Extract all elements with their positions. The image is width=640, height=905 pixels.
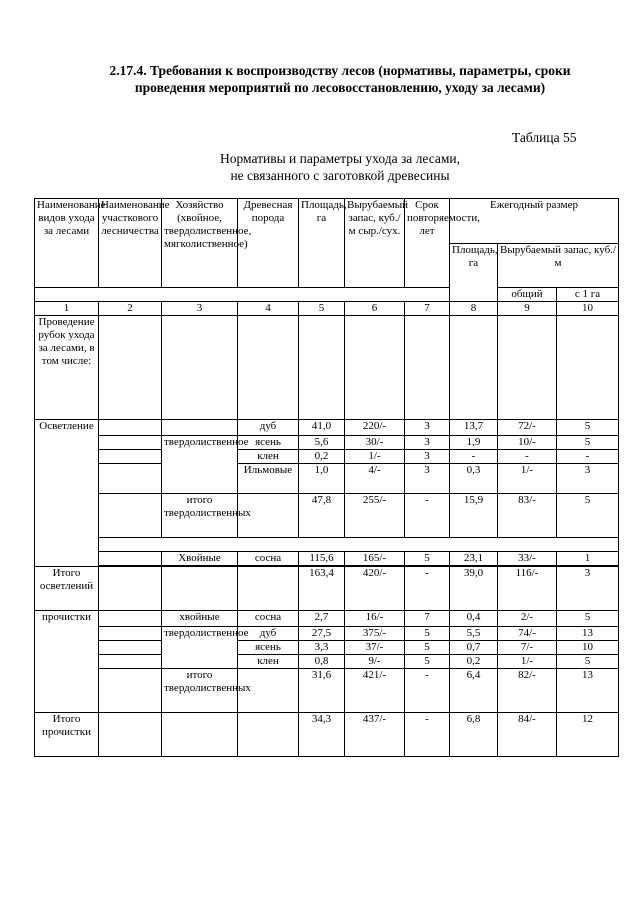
cell-value: 0,4 bbox=[450, 611, 498, 627]
cell-value: 84/- bbox=[498, 713, 557, 757]
row-total-clearing-label: Итого осветлений bbox=[35, 567, 99, 611]
row-thinning-label: Проведение рубок ухода за лесами, в том числе: bbox=[35, 316, 99, 420]
cell-value: 375/- bbox=[345, 627, 405, 641]
cell-value: 30/- bbox=[345, 436, 405, 450]
header-stock: Вырубаемый запас, куб./м сыр./сух. bbox=[345, 199, 405, 288]
cell-value: 3 bbox=[405, 450, 450, 464]
cell-species: клен bbox=[238, 450, 299, 464]
header-economy: Хозяйство (хвойное, твердолиственное, мягколиственное) bbox=[162, 199, 238, 288]
cell-value: - bbox=[405, 494, 450, 538]
cell-value: 7 bbox=[405, 611, 450, 627]
cell-value: 115,6 bbox=[299, 552, 345, 566]
blank-row bbox=[99, 538, 619, 552]
cell-value: 3 bbox=[557, 567, 619, 611]
header-repeat: Срок повторяемости, лет bbox=[405, 199, 450, 288]
col-number: 9 bbox=[498, 302, 557, 316]
cell-value: 3 bbox=[557, 464, 619, 494]
cell-value: - bbox=[498, 450, 557, 464]
cell-economy: твердолиственное bbox=[162, 627, 238, 669]
cell-value: 255/- bbox=[345, 494, 405, 538]
cell-value: 1,0 bbox=[299, 464, 345, 494]
cell-value: 3 bbox=[405, 436, 450, 450]
col-number: 6 bbox=[345, 302, 405, 316]
cell-value: 6,4 bbox=[450, 669, 498, 713]
cell-value: 13 bbox=[557, 627, 619, 641]
cell-value: 5 bbox=[557, 611, 619, 627]
cell-value: 72/- bbox=[498, 420, 557, 436]
header-stock-total: общий bbox=[498, 288, 557, 302]
header-stock-per-ha: с 1 га bbox=[557, 288, 619, 302]
cell-value: 116/- bbox=[498, 567, 557, 611]
cell-species: дуб bbox=[238, 420, 299, 436]
cell-value: 165/- bbox=[345, 552, 405, 566]
cell-value: 39,0 bbox=[450, 567, 498, 611]
cell-value: - bbox=[405, 669, 450, 713]
col-number: 4 bbox=[238, 302, 299, 316]
cell-value: 421/- bbox=[345, 669, 405, 713]
cell-value: 13 bbox=[557, 669, 619, 713]
cell-value: 9/- bbox=[345, 655, 405, 669]
cell-value: 47,8 bbox=[299, 494, 345, 538]
cell-value: 83/- bbox=[498, 494, 557, 538]
cell-value: 41,0 bbox=[299, 420, 345, 436]
cell-value: - bbox=[450, 450, 498, 464]
cell-value: 163,4 bbox=[299, 567, 345, 611]
cell-value: 5 bbox=[405, 552, 450, 566]
caption-line-2: не связанного с заготовкой древесины bbox=[230, 168, 450, 183]
row-other-label: прочистки bbox=[35, 611, 99, 713]
caption-line-1: Нормативы и параметры ухода за лесами, bbox=[219, 151, 461, 166]
cell-species: ясень bbox=[238, 436, 299, 450]
row-clearing-label: Осветление bbox=[35, 420, 99, 567]
cell-value: 5 bbox=[405, 655, 450, 669]
cell-economy: хвойные bbox=[162, 611, 238, 627]
cell-value: 2/- bbox=[498, 611, 557, 627]
cell-value: 5 bbox=[405, 627, 450, 641]
table-caption bbox=[150, 150, 530, 184]
cell-subtotal-label: итого твердолиственных bbox=[162, 494, 238, 538]
cell-value: 3 bbox=[405, 464, 450, 494]
table-number: Таблица 55 bbox=[512, 130, 577, 145]
cell-value: 220/- bbox=[345, 420, 405, 436]
cell-value: 6,8 bbox=[450, 713, 498, 757]
header-annual-stock: Вырубаемый запас, куб./м bbox=[498, 244, 619, 288]
header-forestry: Наименование участкового лесничества bbox=[99, 199, 162, 288]
cell-value: 10/- bbox=[498, 436, 557, 450]
col-number: 7 bbox=[405, 302, 450, 316]
cell-value: 0,2 bbox=[450, 655, 498, 669]
cell-value: 31,6 bbox=[299, 669, 345, 713]
cell-value: 34,3 bbox=[299, 713, 345, 757]
col-number: 1 bbox=[35, 302, 99, 316]
col-number: 2 bbox=[99, 302, 162, 316]
header-annual-area: Площадь, га bbox=[450, 244, 498, 302]
cell-value: 33/- bbox=[498, 552, 557, 566]
header-annual: Ежегодный размер bbox=[450, 199, 619, 244]
cell-value: 13,7 bbox=[450, 420, 498, 436]
forest-care-table bbox=[34, 198, 619, 757]
cell-economy: Хвойные bbox=[162, 552, 238, 566]
cell-value: - bbox=[557, 450, 619, 464]
cell-value: 82/- bbox=[498, 669, 557, 713]
cell-value: 0,8 bbox=[299, 655, 345, 669]
cell-value: 4/- bbox=[345, 464, 405, 494]
cell-species: сосна bbox=[238, 611, 299, 627]
cell-value: 3,3 bbox=[299, 641, 345, 655]
cell-value: 2,7 bbox=[299, 611, 345, 627]
cell-value: - bbox=[405, 713, 450, 757]
cell-value: 23,1 bbox=[450, 552, 498, 566]
header-area: Площадь, га bbox=[299, 199, 345, 288]
header-spacer bbox=[35, 288, 450, 302]
cell-value: 16/- bbox=[345, 611, 405, 627]
cell-value: 437/- bbox=[345, 713, 405, 757]
cell-value: 5 bbox=[557, 494, 619, 538]
cell-value: 74/- bbox=[498, 627, 557, 641]
cell-value: 15,9 bbox=[450, 494, 498, 538]
cell-value: 1/- bbox=[498, 655, 557, 669]
section-heading: 2.17.4. Требования к воспроизводству лесов (нормативы, параметры, сроки проведения мероприятий по лесовосстановлению, уходу за лесами) bbox=[109, 63, 571, 95]
cell-value: 5,5 bbox=[450, 627, 498, 641]
cell-value: 7/- bbox=[498, 641, 557, 655]
cell-value: 5 bbox=[557, 420, 619, 436]
col-number: 10 bbox=[557, 302, 619, 316]
cell-species: клен bbox=[238, 655, 299, 669]
cell-value: 1 bbox=[557, 552, 619, 566]
cell-value: 5,6 bbox=[299, 436, 345, 450]
col-number: 8 bbox=[450, 302, 498, 316]
cell-subtotal-label: итого твердолиственных bbox=[162, 669, 238, 713]
cell-value: 5 bbox=[557, 655, 619, 669]
cell-value: 420/- bbox=[345, 567, 405, 611]
cell-value: 0,2 bbox=[299, 450, 345, 464]
cell-value: 12 bbox=[557, 713, 619, 757]
cell-value: 0,7 bbox=[450, 641, 498, 655]
col-number: 5 bbox=[299, 302, 345, 316]
cell-value: 10 bbox=[557, 641, 619, 655]
col-number: 3 bbox=[162, 302, 238, 316]
row-total-other-label: Итого прочистки bbox=[35, 713, 99, 757]
cell-value: - bbox=[405, 567, 450, 611]
cell-species: дуб bbox=[238, 627, 299, 641]
cell-value: 1/- bbox=[345, 450, 405, 464]
cell-value: 0,3 bbox=[450, 464, 498, 494]
header-species: Древесная порода bbox=[238, 199, 299, 288]
cell-value: 5 bbox=[405, 641, 450, 655]
cell-value: 1,9 bbox=[450, 436, 498, 450]
cell-species: сосна bbox=[238, 552, 299, 566]
header-care-type: Наименование видов ухода за лесами bbox=[35, 199, 99, 288]
cell-value: 37/- bbox=[345, 641, 405, 655]
cell-value: 3 bbox=[405, 420, 450, 436]
cell-value: 27,5 bbox=[299, 627, 345, 641]
cell-species: Ильмовые bbox=[238, 464, 299, 494]
cell-economy: твердолиственное bbox=[162, 436, 238, 494]
cell-value: 1/- bbox=[498, 464, 557, 494]
cell-species: ясень bbox=[238, 641, 299, 655]
cell-value: 5 bbox=[557, 436, 619, 450]
